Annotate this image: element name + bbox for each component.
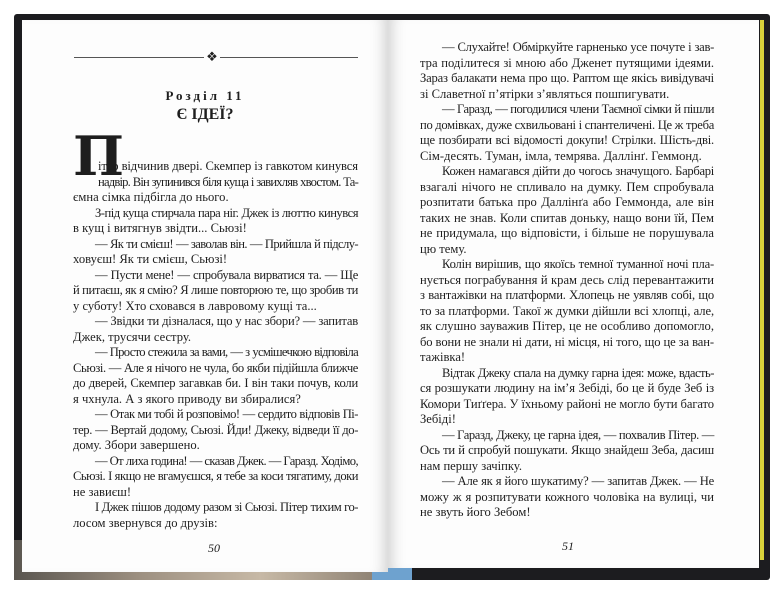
text-line: Зараз балакати нема про що. Раптом ще якісь вивідувачі [420,71,714,85]
text-line: Колін вирішив, що якоїсь темної туманної ночі пла- [442,257,714,271]
text-line: Сьюзі. І якщо не вгамуєшся, я тебе за коси тягатиму, доки [73,469,358,483]
paragraph [73,345,358,407]
text-line: Сім-десять. Туман, імла, темрява. Даллінґ. Геммонд. [420,148,702,163]
text-line: — Звідки ти дізналася, що у нас збори? — запитав [95,314,358,328]
text-line: ітер відчинив двері. Скемпер із гавкотом кинувся [98,159,358,173]
text-line: можу ж я розпитувати кожного чоловіка на вулиці, чи [420,489,714,504]
text-line: — Гаразд, Джеку, це гарна ідея, — похвалив Пітер. — [442,427,714,442]
text-line: зі Славетної п’ятірки з’являться пошпигувати. [420,86,670,101]
paragraph [73,314,358,345]
paragraph [73,206,358,237]
text-line: з вантажівки на платформи. Хлопець не уявляв собі, що [420,288,714,302]
text-line: взагалі нічого не спливало на думку. Пем спробувала [420,179,714,194]
text-line: в кущ і витягнув звідти... Сьюзі! [73,221,247,235]
paragraph [73,454,358,501]
text-line: — Гаразд, — погодилися члени Таємної сімки й пішли [442,102,714,116]
paragraph [73,500,358,531]
left-page [22,20,388,572]
paragraph [73,407,358,454]
text-line: не придумала, що відповісти, і більше не порушувала [420,226,714,240]
paragraph [73,159,358,206]
text-line: дому. Збори завершено. [73,438,200,452]
text-line: І Джек пішов додому разом зі Сьюзі. Пітер тихим го- [95,500,358,514]
text-line: — Просто стежила за вами, — з усмішечкою відповіла [95,345,358,359]
text-line: тра поділитеся зі мною або Дженет путящими ідеями. [420,55,714,70]
text-line: — Але як я його шукатиму? — запитав Джек. — Не [442,474,714,488]
text-line: цю тему. [420,241,467,256]
text-line: — Отак ми тобі й розповімо! — сердито відповів Пі- [95,407,358,421]
page-number: 51 [562,539,574,553]
drop-cap: П [73,124,124,188]
text-line: не звуть його Зебом! [420,505,531,519]
text-line: Кожен намагався дійти до чогось значущого. Барбарі [442,164,714,178]
ornament-icon: ❖ [204,49,220,65]
text-line: розпитати батька про Даллінґа або Геммонда, але він [420,195,714,209]
text-line: лосом звернувся до друзів: [73,515,218,530]
text-line: ще позбирати всі відомості докупи! Стрілки. Шість-дві. [420,133,714,147]
text-line: таких не знав. Коли спитав доньку, нащо вони їй, Пем [420,210,714,225]
text-line: до дверей, Скемпер загавкав би. І він таки почув, коли [73,376,358,390]
right-page [388,20,759,568]
paragraph [420,428,714,475]
text-line: нується пограбування й крам десь слід перевантажити [420,272,714,287]
text-line: як слушно зауважив Пітер, це не особливо допомогло, [420,319,714,333]
chapter-label: Розділ 11 [165,88,245,103]
text-line: ся розшукати людину на ім’я Зебіді, бо це й буде Зеб із [420,381,714,395]
chapter-title: Є ІДЕЇ? [176,106,234,123]
paragraph [73,268,358,315]
paragraph [420,257,714,366]
text-line: Джек, трусячи сестру. [73,329,192,344]
text-line: — От лиха година! — сказав Джек. — Гаразд. Ходімо, [95,453,358,468]
text-line: бо вони не знали ні дати, ні місця, ні того, що це за ван- [420,334,714,349]
paragraph [420,474,714,521]
paragraph [420,366,714,428]
text-line: я чхнула. А з якого приводу ви збиралися? [73,391,301,406]
text-line: то за платформи. Такої ж думки дійшли всі хлопці, але, [420,303,714,318]
text-line: тажівка! [420,350,466,364]
cover-edge-yellow [760,20,764,560]
paragraph [73,237,358,268]
text-line: й питаєш, як я смію? Я лише повторюю те, що зробив ти [73,283,358,297]
text-line: Відтак Джеку спала на думку гарна ідея: може, вдасть- [442,365,714,380]
text-line: Зебіді! [420,412,456,426]
text-line: Сьюзі. — Але я нічого не чула, бо якби підійшла ближче [73,360,358,375]
paragraph [420,40,714,102]
text-line: ємна сімка підбігла до нього. [73,190,229,204]
text-line: З-під куща стирчала пара ніг. Джек із люттю кинувся [95,205,358,220]
text-line: по домівках, дуже схвильовані і спантеличені. Це ж треба [420,117,714,132]
text-line: — Як ти смієш! — заволав він. — Прийшла й підслу- [95,236,358,251]
text-line: надвір. Він зупинився біля куща і завихляв хвостом. Та- [98,174,358,189]
text-line: Комори Тиґґера. У їхньому районі не могло бути багато [420,396,714,411]
text-line: тер. — Вертай додому, Сьюзі. Йди! Джеку, відведи її до- [73,422,358,437]
left-page-text [73,159,358,531]
text-line: Ось ти й спробуй пошукати. Якщо знайдеш Зеба, дасиш [420,443,714,457]
text-line: не завиєш! [73,484,132,499]
page-number: 50 [208,541,220,555]
text-line: у суботу! Хто сховався в лавровому кущі та... [73,298,317,313]
paragraph [420,102,714,164]
right-page-text [420,40,714,521]
text-line: ховуєш! Як ти смієш, Сьюзі! [73,252,228,266]
text-line: нам першу зачіпку. [420,458,522,473]
text-line: — Пусти мене! — спробувала вирватися та. — Ще [95,267,358,282]
paragraph [420,164,714,257]
text-line: — Слухайте! Обміркуйте гарненько усе почуте і зав- [442,40,714,54]
